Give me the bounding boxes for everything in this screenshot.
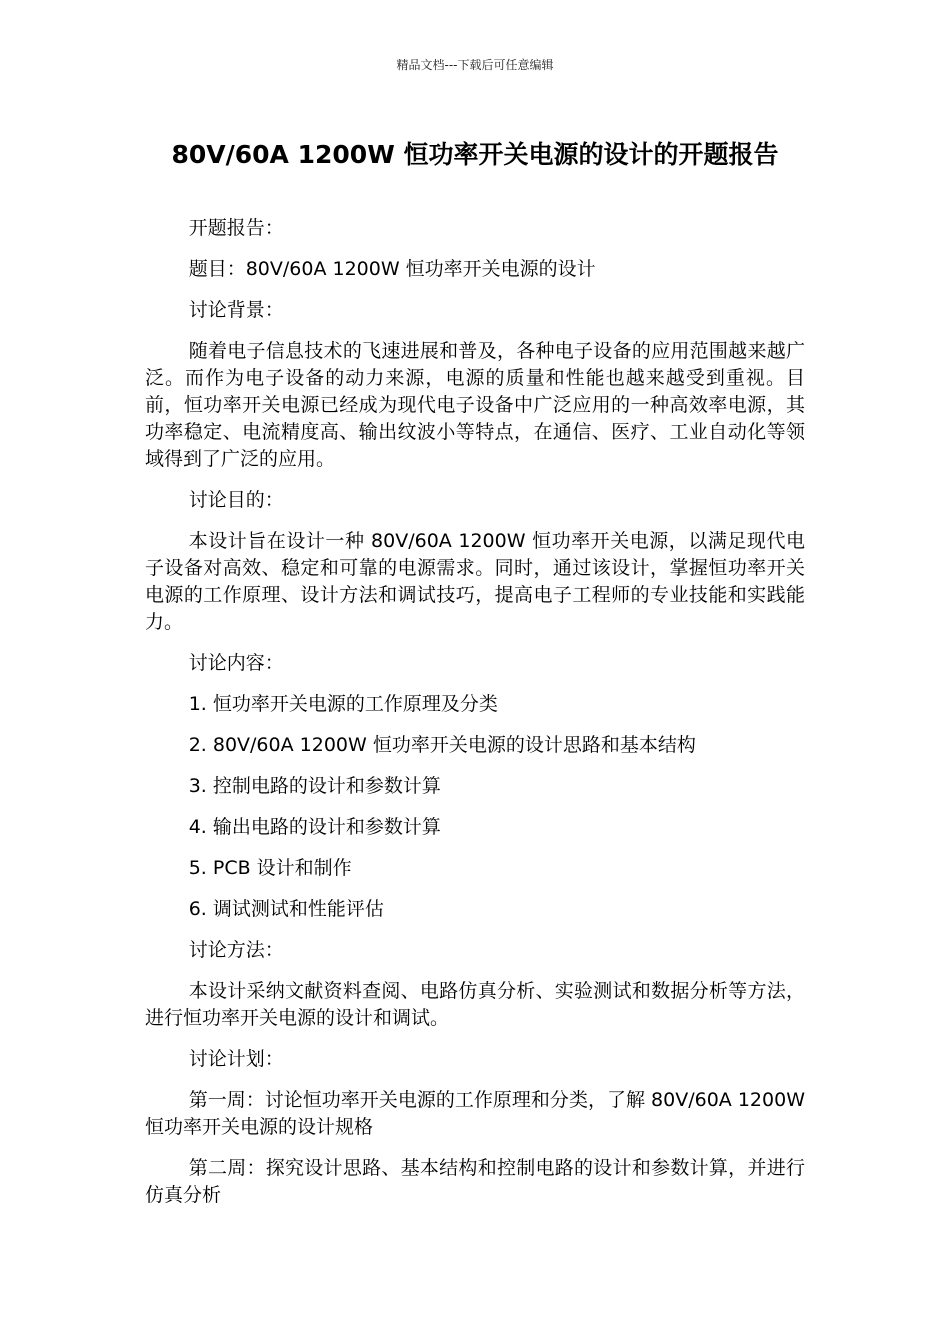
label-content: 讨论内容： — [188, 652, 284, 674]
document-body — [145, 215, 805, 1223]
label-background: 讨论背景： — [188, 299, 284, 321]
content-item: 4. 输出电路的设计和参数计算 — [188, 816, 441, 838]
plan-week-2: 第二周：探究设计思路、基本结构和控制电路的设计和参数计算，并进行仿真分析 — [145, 1157, 805, 1206]
content-item: 2. 80V/60A 1200W 恒功率开关电源的设计思路和基本结构 — [188, 734, 696, 756]
purpose-paragraph: 本设计旨在设计一种 80V/60A 1200W 恒功率开关电源，以满足现代电子设备对高效、稳定和可靠的电源需求。同时，通过该设计，掌握恒功率开关电源的工作原理、设计方法和调试技巧，提高电子工程师的专业技能和实践能力。 — [145, 530, 805, 633]
label-purpose: 讨论目的： — [188, 489, 284, 511]
content-item: 6. 调试测试和性能评估 — [188, 898, 384, 920]
plan-week-1: 第一周：讨论恒功率开关电源的工作原理和分类，了解 80V/60A 1200W 恒功率开关电源的设计规格 — [145, 1089, 805, 1138]
topic-line: 题目：80V/60A 1200W 恒功率开关电源的设计 — [188, 258, 596, 280]
background-paragraph: 随着电子信息技术的飞速进展和普及，各种电子设备的应用范围越来越广泛。而作为电子设备的动力来源，电源的质量和性能也越来越受到重视。目前，恒功率开关电源已经成为现代电子设备中广泛应用的一种高效率电源，其功率稳定、电流精度高、输出纹波小等特点，在通信、医疗、工业自动化等领域得到了广泛的应用。 — [145, 340, 805, 470]
content-item: 3. 控制电路的设计和参数计算 — [188, 775, 441, 797]
header-note: 精品文档---下载后可任意编辑 — [396, 58, 554, 72]
method-paragraph: 本设计采纳文献资料查阅、电路仿真分析、实验测试和数据分析等方法，进行恒功率开关电源的设计和调试。 — [145, 980, 805, 1029]
label-proposal: 开题报告： — [188, 217, 284, 239]
document-title: 80V/60A 1200W 恒功率开关电源的设计的开题报告 — [171, 140, 779, 169]
content-item: 1. 恒功率开关电源的工作原理及分类 — [188, 693, 498, 715]
label-method: 讨论方法： — [188, 939, 284, 961]
content-item: 5. PCB 设计和制作 — [188, 857, 352, 879]
label-plan: 讨论计划： — [188, 1048, 284, 1070]
